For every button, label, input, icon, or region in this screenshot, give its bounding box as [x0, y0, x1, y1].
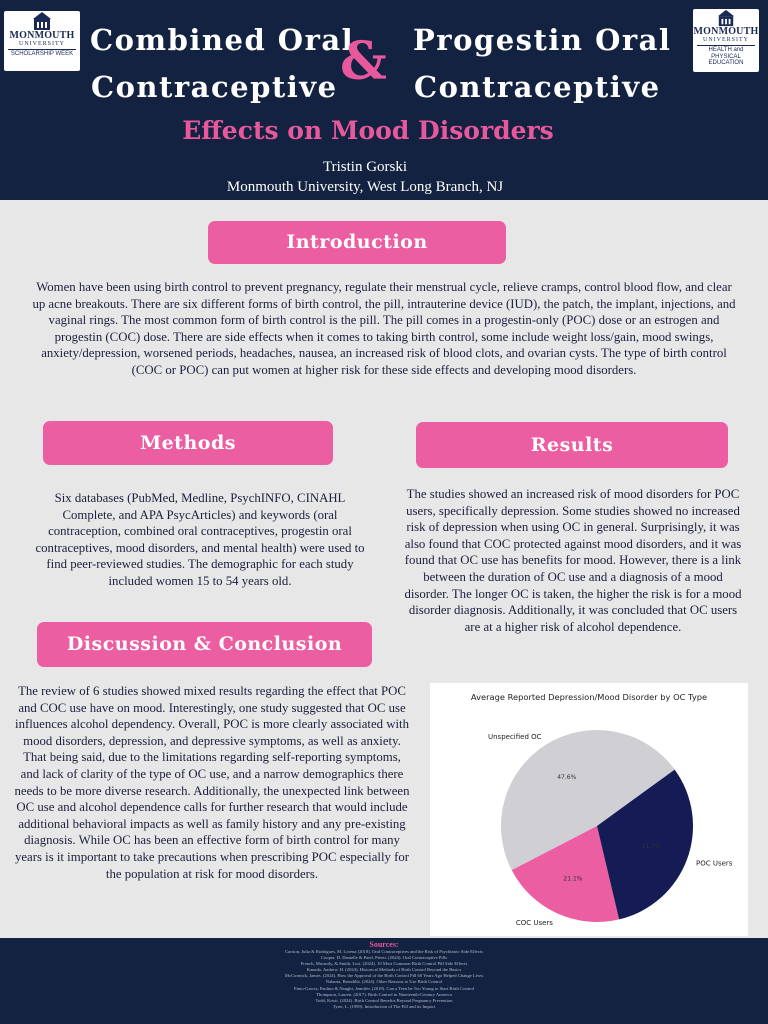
- pie-chart: [430, 683, 748, 936]
- title-ampersand: &: [340, 31, 387, 92]
- pie-category-label: COC Users: [515, 918, 553, 927]
- author-affiliation: Monmouth University, West Long Branch, NJ: [226, 179, 504, 195]
- discussion-text: The review of 6 studies showed mixed results regarding the effect that POC and COC use have on mood. Interestingly, one study suggested that OC use influences alcohol dependency. Overall, POC is more clearly associated with mood disorders, depression, and depressive symptoms, as well as anxiety. That being said, due to the limitations regarding self-reporting symptoms, and lack of clarity of the type of OC use, and a narrow demographics there needs to be more diverse research. Additionally, the unexpected link between OC use and alcohol dependence calls for further research that would include additional behavioral impacts as well as family history and any pre-existing diagnosis. While OC has been an effective form of birth control for many years is it important to take precautions when prescribing POC especially for the population at risk for mood disorders.: [14, 684, 410, 881]
- chart-title: Average Reported Depression/Mood Disorder by OC Type: [470, 692, 708, 702]
- university-crest-icon: [31, 11, 53, 31]
- introduction-heading: Introduction: [208, 221, 506, 264]
- methods-heading: Methods: [43, 421, 333, 465]
- source-item: Carrion, Julia & Rodrigues, M. Lorena (2018). Oral Contraceptives and the Risk of Psychiatric Side Effects: [284, 949, 484, 954]
- source-item: Tyrer, L. (1999). Introduction of The Pill and its Impact: [332, 1003, 436, 1009]
- logo-department: [697, 45, 755, 67]
- introduction-text: Women have been using birth control to prevent pregnancy, regulate their menstrual cycle, relieve cramps, control blood flow, and clear up acne breakouts. There are six different forms of birth control, the pill, intrauterine device (IUD), the patch, the implant, injections, and vaginal rings. The most common form of birth control is the pill. The pill comes in a progestin-only (POC) dose or an estrogen and progestin (COC) dose. There are side effects when it comes to taking birth control, some include weight loss/gain, mood swings, anxiety/depression, worsened periods, headaches, nausea, an increased risk of blood clots, and ovarian cysts. The type of birth control (COC or POC) can put women at higher risk for these side effects and developing mood disorders.: [32, 280, 736, 377]
- methods-text: Six databases (PubMed, Medline, PsychINFO, CINAHL Complete, and APA PsycArticles) and keywords (oral contraception, combined oral contraceptives, progestin oral contraceptives, mood disorders, and mental health) were used to find peer-reviewed studies. The demographic for each study included women 15 to 54 years old.: [35, 491, 365, 588]
- results-heading: Results: [416, 422, 728, 468]
- source-item: McCormick, James. (2024). How the Approval of the Birth Control Pill 60 Years Ago Helped Change Lives: [284, 973, 484, 979]
- logo-department-line-2: PHYSICAL EDUCATION: [708, 53, 744, 66]
- sources-heading: Sources:: [369, 940, 399, 949]
- source-item: Cooper, D. Danielle & Patel, Preeti. (2024). Oral Contraceptive Pills: [320, 955, 448, 961]
- pie-percent-label: 31.3%: [641, 843, 661, 851]
- source-item: Todd, Kristi. (2024). Birth Control Benefits Beyond Pregnancy Prevention: [315, 997, 453, 1003]
- logo-university-sub: UNIVERSITY: [703, 37, 749, 43]
- logo-university-name: MONMOUTH: [9, 30, 75, 41]
- source-item: Kanada, Andrew. H. (2024). Historical Methods of Birth Control Beyond the Basics: [306, 967, 462, 973]
- university-crest-icon: [716, 9, 736, 27]
- pie-chart-card: [430, 683, 748, 936]
- title-right-line-1: Progestin Oral: [413, 23, 672, 57]
- logo-department: SCHOLARSHIP WEEK: [8, 49, 76, 58]
- title-left-line-1: Combined Oral: [90, 23, 355, 57]
- scholarship-week-logo: [4, 11, 80, 71]
- source-item: Nabarta, Brendilla. (2024). Other Reasons to Use Birth Control: [325, 979, 443, 985]
- pie-percent-label: 21.1%: [563, 875, 583, 883]
- source-item: French, Macmily, & Smith, Lori. (2024). 10 Most Common Birth Control Pill Side Effects: [300, 961, 468, 967]
- pie-category-label: Unspecified OC: [487, 733, 542, 742]
- sources-footer: [0, 938, 768, 1024]
- title-right-line-2: Contraceptive: [414, 70, 661, 104]
- source-item: Thompson, Lauren. (2017). Birth Control in Nineteenth-Century America: [316, 991, 452, 997]
- pie-percent-label: 47.6%: [557, 773, 577, 781]
- pie-category-label: POC Users: [696, 859, 733, 868]
- results-text: The studies showed an increased risk of mood disorders for POC users, specifically depression. Some studies showed no increased risk of depression when using OC in general. Surprisingly, it was also found that COC protected against mood disorders, and it was found that OC use has benefits for mood. However, there is a link between the duration of OC use and a diagnosis of a mood disorder. The longer OC is taken, the higher the risk is for a mood disorder diagnosis. Additionally, it was concluded that OC users are at a higher risk of alcohol dependence.: [404, 487, 742, 634]
- poster-header: [0, 0, 768, 200]
- source-item: Pinto-Garcia, Paulina & Naught, Jennifer. (2018). Can a Teen be Too Young to Start Birth Control: [293, 985, 475, 991]
- logo-university-sub: UNIVERSITY: [19, 41, 65, 47]
- sources-list: [0, 949, 768, 1010]
- logo-university-name: MONMOUTH: [693, 26, 759, 37]
- author-name: Tristin Gorski: [322, 159, 408, 175]
- health-pe-logo: [693, 9, 759, 72]
- discussion-heading: Discussion & Conclusion: [37, 622, 372, 667]
- title-left-line-2: Contraceptive: [91, 70, 338, 104]
- logo-department-line-1: HEALTH and: [708, 47, 744, 53]
- poster-subtitle: Effects on Mood Disorders: [182, 116, 554, 145]
